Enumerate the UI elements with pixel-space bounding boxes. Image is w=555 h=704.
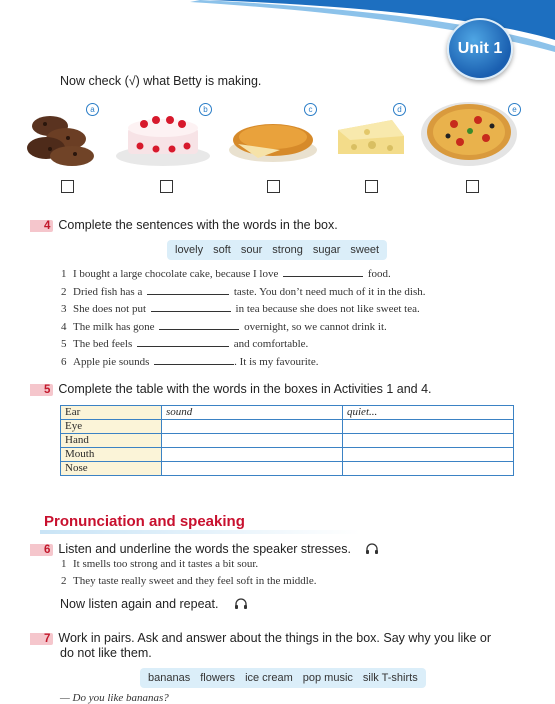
table-row-label: Mouth [61,448,162,462]
table-cell[interactable]: sound [162,406,343,420]
table-row [61,448,514,462]
activity-6-sentence-2 [61,575,316,587]
sentence-number: 6 [61,356,67,368]
table-row [61,434,514,448]
sentence-5 [61,337,308,350]
table-row-label: Ear [61,406,162,420]
word-box-item: soft [213,244,231,256]
sentence-text: They taste really sweet and they feel soft in the middle. [73,575,317,587]
activity-6-heading [30,542,351,556]
sentence-number: 4 [61,321,67,333]
word-box-item: lovely [175,244,204,256]
sentence-text: food. [367,268,391,280]
section-underline [40,530,360,534]
sentence-6 [61,355,318,368]
answer-blank[interactable] [137,337,229,347]
activity-7-instruction: Work in pairs. Ask and answer about the things in the box. Say why you like or [58,631,492,645]
table-cell[interactable] [162,434,343,448]
table-row [61,462,514,476]
table-row-label: Eye [61,420,162,434]
table-row-label: Hand [61,434,162,448]
table-cell[interactable] [343,434,514,448]
sentence-text: in tea because she does not like sweet tea. [235,303,420,315]
sentence-number: 1 [61,558,67,570]
strawberry-cake-image [114,106,212,168]
sentence-text: The milk has gone [73,321,155,333]
sentence-number: 2 [61,286,67,298]
unit-badge: Unit 1 [447,18,513,80]
sentence-number: 5 [61,338,67,350]
sentence-text: Apple pie sounds [73,356,150,368]
answer-blank[interactable] [283,267,363,277]
sentence-3 [61,302,420,315]
sentence-text: overnight, so we cannot drink it. [244,321,387,333]
sentence-1 [61,267,391,280]
table-cell[interactable]: quiet... [343,406,514,420]
table-cell[interactable] [162,420,343,434]
sentence-number: 2 [61,575,67,587]
sentence-text: taste. You don’t need much of it in the dish. [233,286,426,298]
activity-5-heading [30,382,432,396]
answer-blank[interactable] [151,302,231,312]
activity-number: 4 [30,220,53,232]
sentence-text: Dried fish has a [73,286,143,298]
headphones-icon[interactable] [365,542,379,555]
sentence-text: It smells too strong and it tastes a bit sour. [73,558,259,570]
table-cell[interactable] [162,462,343,476]
checkbox-a[interactable] [61,180,74,193]
sentence-number: 1 [61,268,67,280]
sentence-text: . It is my favourite. [234,356,319,368]
activity-7-example: — Do you like bananas? [60,692,169,704]
sentence-4 [61,320,387,333]
activity-number: 5 [30,384,53,396]
senses-table [60,405,514,476]
check-instruction: Now check (√) what Betty is making. [60,74,262,88]
option-letter-b: b [199,103,212,116]
table-cell[interactable] [343,462,514,476]
word-box-7 [140,668,426,688]
word-box-item: silk T-shirts [362,672,418,684]
word-box-item: flowers [200,672,236,684]
checkbox-e[interactable] [466,180,479,193]
sentence-text: and comfortable. [233,338,309,350]
word-box-4 [167,240,387,260]
word-box-item: sour [240,244,263,256]
answer-blank[interactable] [154,355,234,365]
word-box-item: sugar [312,244,341,256]
option-letter-d: d [393,103,406,116]
answer-blank[interactable] [159,320,239,330]
answer-blank[interactable] [147,285,229,295]
checkbox-b[interactable] [160,180,173,193]
activity-4-instruction: Complete the sentences with the words in the box. [58,218,338,232]
option-letter-a: a [86,103,99,116]
pie-image [228,110,318,166]
table-row [61,406,514,420]
option-letter-e: e [508,103,521,116]
sentence-text: I bought a large chocolate cake, because I love [73,268,279,280]
cheese-image [332,112,408,160]
sentence-text: The bed feels [73,338,133,350]
section-title: Pronunciation and speaking [44,513,245,530]
activity-4-heading [30,218,338,232]
activity-5-instruction: Complete the table with the words in the boxes in Activities 1 and 4. [58,382,432,396]
table-cell[interactable] [343,448,514,462]
table-row [61,420,514,434]
table-cell[interactable] [162,448,343,462]
table-row-label: Nose [61,462,162,476]
sentence-2 [61,285,426,298]
activity-number: 7 [30,633,53,645]
word-box-item: bananas [148,672,191,684]
word-box-item: sweet [350,244,380,256]
pizza-image [420,96,518,168]
activity-6-instruction: Listen and underline the words the speaker stresses. [58,542,351,556]
option-letter-c: c [304,103,317,116]
sentence-number: 3 [61,303,67,315]
headphones-icon[interactable] [234,597,248,610]
table-cell[interactable] [343,420,514,434]
checkbox-c[interactable] [267,180,280,193]
word-box-item: strong [272,244,303,256]
activity-number: 6 [30,544,53,556]
activity-7-instruction-cont: do not like them. [60,646,152,660]
activity-6-sentence-1 [61,558,258,570]
word-box-item: ice cream [245,672,293,684]
word-box-item: pop music [302,672,353,684]
activity-6-followup: Now listen again and repeat. [60,597,219,611]
sentence-text: She does not put [73,303,147,315]
checkbox-d[interactable] [365,180,378,193]
activity-7-heading [30,631,491,645]
